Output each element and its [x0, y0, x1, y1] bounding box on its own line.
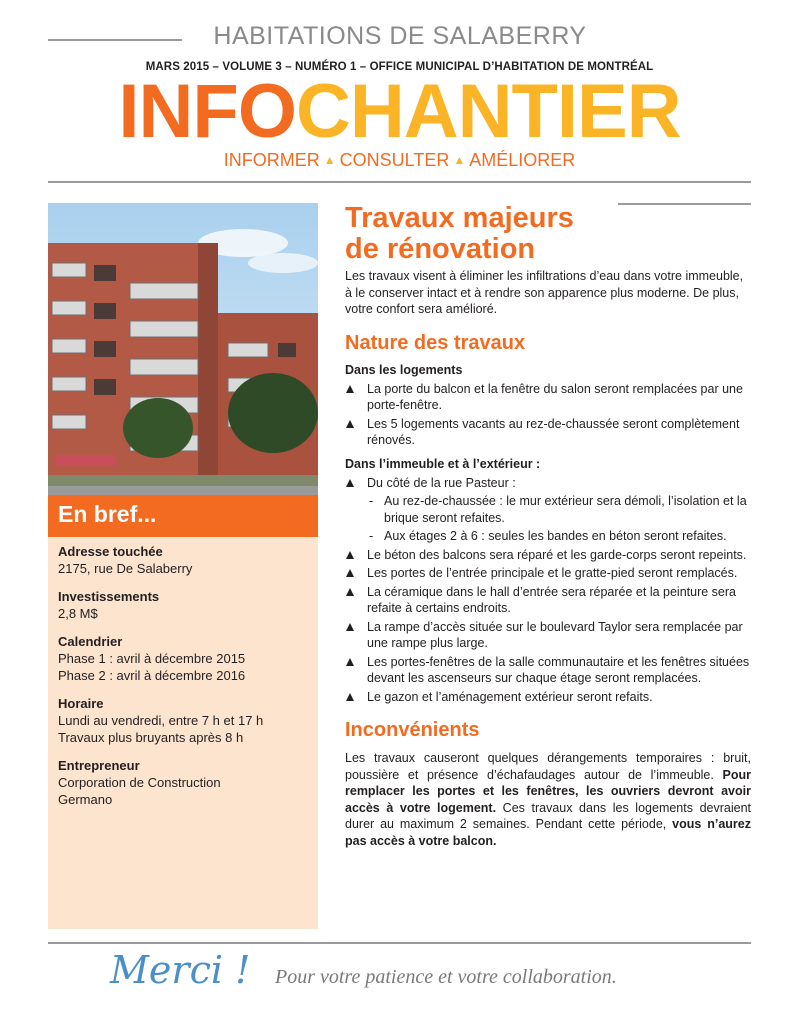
merci-signature: Merci !: [110, 948, 251, 992]
list-item: Le béton des balcons sera réparé et les garde-corps seront repeints.: [345, 547, 751, 564]
triangle-bullet-icon: [346, 569, 354, 577]
brief-value: Travaux plus bruyants après 8 h: [58, 730, 244, 745]
triangle-bullet-icon: [346, 658, 354, 666]
brief-header: [48, 495, 318, 537]
triangle-bullet-icon: [346, 385, 354, 393]
article-title-line: de rénovation: [345, 233, 536, 265]
list-item: Les 5 logements vacants au rez-de-chaussée seront complètement rénovés.: [345, 416, 751, 449]
building-illustration: [48, 203, 318, 495]
brief-contractor: [58, 757, 308, 808]
brief-title: En bref...: [58, 501, 157, 527]
brief-label: Horaire: [58, 696, 104, 711]
title-info: INFO: [118, 69, 296, 154]
brief-label: Entrepreneur: [58, 758, 140, 773]
tagline-word: CONSULTER: [339, 150, 450, 170]
brief-address: [58, 543, 308, 577]
brief-box: [48, 537, 318, 929]
section-title-inconvenients: Inconvénients: [345, 719, 480, 741]
list-item: Les portes de l’entrée principale et le gratte-pied seront remplacés.: [345, 565, 751, 582]
brief-label: Calendrier: [58, 634, 123, 649]
list-item: La porte du balcon et la fenêtre du salon seront remplacées par une porte-fenêtre.: [345, 381, 751, 414]
newsletter-title: [44, 70, 755, 154]
inconvenients-paragraph: Les travaux causeront quelques dérangements temporaires : bruit, poussière et présence d’échafaudages autour de l’immeuble. Pour remplacer les portes et les fenêtres, les ouvriers devront avoir accès à votre logement. Ces travaux dans les logements devraient durer au maximum 2 semaines. Pendant cette période, vous n’aurez pas accès à votre balcon.: [345, 751, 751, 848]
sublist-item: - Au rez-de-chaussée : le mur extérieur sera démoli, l’isolation et la brique seront refaites.: [369, 494, 747, 525]
article-title: [345, 203, 751, 265]
brief-value: Phase 1 : avril à décembre 2015: [58, 651, 246, 666]
triangle-bullet-icon: [346, 623, 354, 631]
masthead-divider: [48, 181, 751, 183]
article-title-line: Travaux majeurs: [345, 202, 574, 234]
brief-value: 2175, rue De Salaberry: [58, 561, 193, 576]
list-item: La rampe d’accès située sur le boulevard Taylor sera remplacée par une rampe plus large.: [345, 619, 751, 652]
section-title-nature: Nature des travaux: [345, 331, 526, 354]
triangle-icon: ▲: [323, 153, 336, 167]
triangle-bullet-icon: [346, 588, 354, 596]
subhead-immeuble: Dans l’immeuble et à l’extérieur :: [345, 456, 541, 471]
brief-value: Corporation de Construction: [58, 775, 221, 790]
triangle-bullet-icon: [346, 479, 354, 487]
list-logements: [345, 381, 751, 449]
brief-label: Adresse touchée: [58, 544, 163, 559]
sublist-pasteur: [367, 493, 751, 545]
subhead-logements: Dans les logements: [345, 362, 463, 377]
thanks-line: Pour votre patience et votre collaboration.: [275, 966, 617, 988]
triangle-bullet-icon: [346, 420, 354, 428]
brief-value: Germano: [58, 792, 113, 807]
masthead-rule-left: [48, 39, 182, 41]
article-intro: Les travaux visent à éliminer les infiltrations d’eau dans votre immeuble, à le conserver intact et à rendre son apparence plus moderne. De plus, votre confort sera amélioré.: [345, 269, 744, 316]
brief-investment: [58, 588, 308, 622]
issue-line: MARS 2015 – VOLUME 3 – NUMÉRO 1 – OFFICE MUNICIPAL D’HABITATION DE MONTRÉAL: [145, 61, 654, 73]
brief-label: Investissements: [58, 589, 160, 604]
brief-value: Lundi au vendredi, entre 7 h et 17 h: [58, 713, 264, 728]
footer-divider: [48, 942, 751, 944]
org-name: HABITATIONS DE SALABERRY: [213, 22, 587, 50]
triangle-bullet-icon: [346, 551, 354, 559]
title-chantier: CHANTIER: [295, 69, 681, 154]
triangle-icon: ▲: [453, 153, 466, 167]
brief-schedule: [58, 633, 308, 684]
sublist-item: - Aux étages 2 à 6 : seules les bandes en béton seront refaites.: [369, 529, 727, 543]
brief-value: Phase 2 : avril à décembre 2016: [58, 668, 246, 683]
tagline-word: AMÉLIORER: [469, 150, 576, 170]
article: [345, 203, 751, 849]
list-item: La céramique dans le hall d’entrée sera réparée et la peinture sera refaite à certains endroits.: [345, 584, 751, 617]
list-item: Le gazon et l’aménagement extérieur seront refaits.: [345, 689, 751, 706]
triangle-bullet-icon: [346, 693, 354, 701]
brief-value: 2,8 M$: [58, 606, 98, 621]
tagline: [48, 150, 751, 170]
building-photo: [48, 203, 318, 495]
brief-hours: [58, 695, 308, 746]
list-item: Les portes-fenêtres de la salle communautaire et les fenêtres situées devant les ascenseurs sur chaque étage seront remplacées.: [345, 654, 751, 687]
tagline-word: INFORMER: [223, 150, 320, 170]
list-immeuble: [345, 475, 751, 706]
list-item: Du côté de la rue Pasteur : - Au rez-de-chaussée : le mur extérieur sera démoli, l’isolation et la brique seront refaites. - Aux étages 2 à 6 : seules les bandes en béton seront refaites.: [345, 475, 751, 545]
